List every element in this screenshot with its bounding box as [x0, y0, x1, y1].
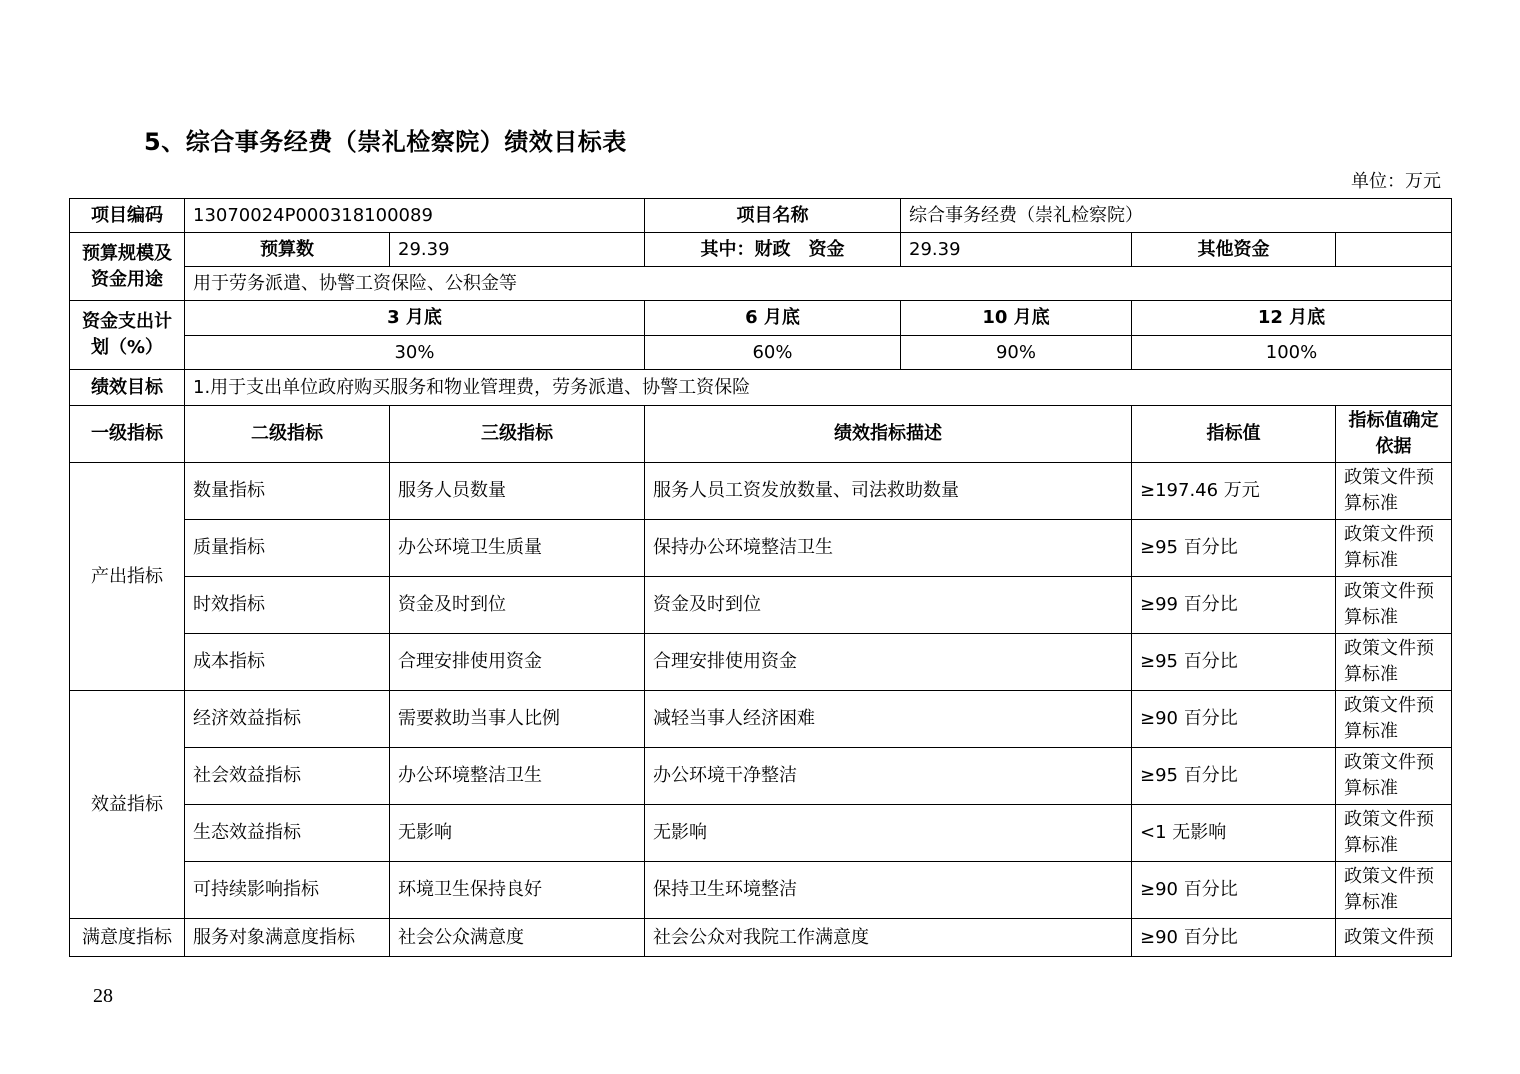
- table-row: [70, 748, 1452, 805]
- desc-cell: 无影响: [645, 805, 1132, 862]
- table-row: [70, 634, 1452, 691]
- performance-table: [69, 198, 1452, 957]
- table-row: [70, 919, 1452, 957]
- project-row: [70, 199, 1452, 233]
- header-cell: 指标值确定依据: [1336, 406, 1452, 463]
- table-row: [70, 862, 1452, 919]
- basis-cell: 政策文件预算标准: [1336, 748, 1452, 805]
- value-cell: ≥95 百分比: [1132, 634, 1336, 691]
- plan-label: 资金支出计划（%）: [70, 301, 185, 370]
- desc-cell: 资金及时到位: [645, 577, 1132, 634]
- level2-cell: 数量指标: [185, 463, 390, 520]
- level3-cell: 服务人员数量: [390, 463, 645, 520]
- plan-value: 60%: [645, 336, 901, 370]
- level3-cell: 环境卫生保持良好: [390, 862, 645, 919]
- plan-value-row: [70, 336, 1452, 370]
- basis-cell: 政策文件预算标准: [1336, 577, 1452, 634]
- value-cell: ≥90 百分比: [1132, 862, 1336, 919]
- page-title: 5、综合事务经费（崇礼检察院）绩效目标表: [144, 128, 627, 156]
- project-code-value: 13070024P000318100089: [185, 199, 645, 233]
- value-cell: ≥95 百分比: [1132, 748, 1336, 805]
- level3-cell: 合理安排使用资金: [390, 634, 645, 691]
- level3-cell: 需要救助当事人比例: [390, 691, 645, 748]
- desc-cell: 保持办公环境整洁卫生: [645, 520, 1132, 577]
- table-row: [70, 520, 1452, 577]
- page-number: 28: [93, 985, 113, 1007]
- basis-cell: 政策文件预: [1336, 919, 1452, 957]
- project-name-label: 项目名称: [645, 199, 901, 233]
- project-code-label: 项目编码: [70, 199, 185, 233]
- budget-label: 预算规模及资金用途: [70, 233, 185, 301]
- project-name-value: 综合事务经费（崇礼检察院）: [901, 199, 1452, 233]
- budget-total-value: 29.39: [390, 233, 645, 267]
- goal-text: 1.用于支出单位政府购买服务和物业管理费，劳务派遣、协警工资保险: [185, 370, 1452, 406]
- desc-cell: 保持卫生环境整洁: [645, 862, 1132, 919]
- level2-cell: 质量指标: [185, 520, 390, 577]
- usage-row: [70, 267, 1452, 301]
- plan-period: 3 月底: [185, 301, 645, 336]
- level2-cell: 服务对象满意度指标: [185, 919, 390, 957]
- budget-finance-value: 29.39: [901, 233, 1132, 267]
- level3-cell: 资金及时到位: [390, 577, 645, 634]
- table-row: [70, 577, 1452, 634]
- level3-cell: 办公环境整洁卫生: [390, 748, 645, 805]
- level2-cell: 社会效益指标: [185, 748, 390, 805]
- level2-cell: 成本指标: [185, 634, 390, 691]
- budget-other-value: [1336, 233, 1452, 267]
- plan-period: 6 月底: [645, 301, 901, 336]
- value-cell: ≥95 百分比: [1132, 520, 1336, 577]
- header-cell: 指标值: [1132, 406, 1336, 463]
- header-cell: 三级指标: [390, 406, 645, 463]
- budget-row: [70, 233, 1452, 267]
- level2-cell: 可持续影响指标: [185, 862, 390, 919]
- goal-row: [70, 370, 1452, 406]
- group-name: 效益指标: [70, 691, 185, 919]
- table-row: [70, 805, 1452, 862]
- value-cell: ≥90 百分比: [1132, 919, 1336, 957]
- plan-period-row: [70, 301, 1452, 336]
- basis-cell: 政策文件预算标准: [1336, 691, 1452, 748]
- header-cell: 一级指标: [70, 406, 185, 463]
- value-cell: ≥197.46 万元: [1132, 463, 1336, 520]
- desc-cell: 社会公众对我院工作满意度: [645, 919, 1132, 957]
- basis-cell: 政策文件预算标准: [1336, 634, 1452, 691]
- basis-cell: 政策文件预算标准: [1336, 805, 1452, 862]
- basis-cell: 政策文件预算标准: [1336, 862, 1452, 919]
- level3-cell: 社会公众满意度: [390, 919, 645, 957]
- level2-cell: 生态效益指标: [185, 805, 390, 862]
- plan-period: 12 月底: [1132, 301, 1452, 336]
- table-row: [70, 691, 1452, 748]
- goal-label: 绩效目标: [70, 370, 185, 406]
- plan-period: 10 月底: [901, 301, 1132, 336]
- budget-finance-label: 其中：财政 资金: [645, 233, 901, 267]
- budget-usage: 用于劳务派遣、协警工资保险、公积金等: [185, 267, 1452, 301]
- desc-cell: 办公环境干净整洁: [645, 748, 1132, 805]
- value-cell: ≥99 百分比: [1132, 577, 1336, 634]
- plan-value: 90%: [901, 336, 1132, 370]
- value-cell: <1 无影响: [1132, 805, 1336, 862]
- budget-other-label: 其他资金: [1132, 233, 1336, 267]
- value-cell: ≥90 百分比: [1132, 691, 1336, 748]
- unit-label: 单位：万元: [1351, 171, 1441, 192]
- basis-cell: 政策文件预算标准: [1336, 520, 1452, 577]
- budget-total-label: 预算数: [185, 233, 390, 267]
- group-name: 满意度指标: [70, 919, 185, 957]
- header-cell: 二级指标: [185, 406, 390, 463]
- level2-cell: 经济效益指标: [185, 691, 390, 748]
- desc-cell: 减轻当事人经济困难: [645, 691, 1132, 748]
- desc-cell: 服务人员工资发放数量、司法救助数量: [645, 463, 1132, 520]
- table-row: [70, 463, 1452, 520]
- level2-cell: 时效指标: [185, 577, 390, 634]
- plan-value: 100%: [1132, 336, 1452, 370]
- header-cell: 绩效指标描述: [645, 406, 1132, 463]
- level3-cell: 无影响: [390, 805, 645, 862]
- group-name: 产出指标: [70, 463, 185, 691]
- plan-value: 30%: [185, 336, 645, 370]
- basis-cell: 政策文件预算标准: [1336, 463, 1452, 520]
- header-row: [70, 406, 1452, 463]
- level3-cell: 办公环境卫生质量: [390, 520, 645, 577]
- desc-cell: 合理安排使用资金: [645, 634, 1132, 691]
